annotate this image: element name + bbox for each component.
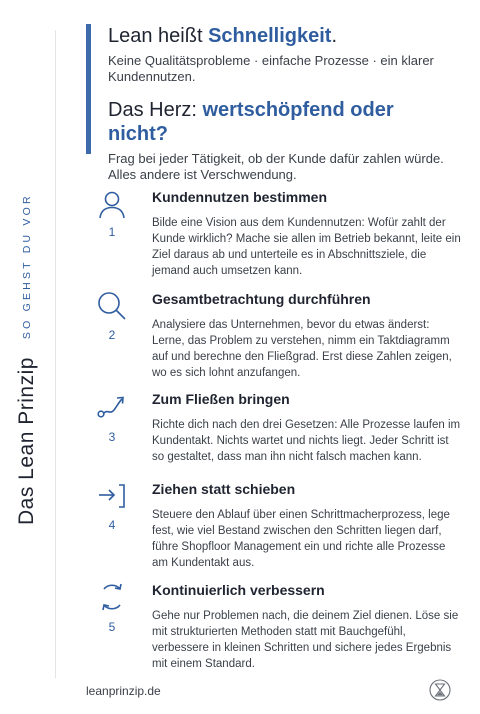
intro-block [108,24,458,183]
person-icon [96,188,128,220]
side-subtitle: SO GEHST DU VOR [21,193,33,340]
footer-url: leanprinzip.de [86,684,161,698]
step-2 [86,290,466,380]
headline-heart-prefix: Das Herz: [108,99,203,121]
step-body: Gehe nur Problemen nach, die deinem Ziel dienen. Löse sie mit strukturierten Methoden statt mit Bauchgefühl, verbessere in kleinen Schritten und sichere jedes Ergebnis mit einem Standard. [152,610,459,670]
step-number: 4 [108,518,116,532]
step-4 [86,480,466,570]
step-number: 3 [108,430,116,444]
step-title: Gesamtbetrachtung durchführen [152,291,371,307]
step-body: Analysiere das Unternehmen, bevor du etwas änderst: Lerne, das Problem zu verstehen, nimm ein Taktdiagramm auf und berechne den Fließgrad. Erst diese Zahlen zeigen, wo es sich lohnt anzufangen. [152,319,452,379]
headline-speed [108,24,458,48]
headline-speed-suffix: . [331,25,338,47]
accent-bar [86,24,91,154]
step-5 [86,581,466,671]
vertical-divider [55,30,56,678]
pull-icon [96,480,128,512]
step-title: Kontinuierlich verbessern [152,582,325,598]
step-title: Zum Fließen bringen [152,391,290,407]
headline-heart-accent: wertschöpfend oder nicht? [108,99,394,145]
headline-speed-accent: Schnelligkeit [208,25,332,47]
step-number: 2 [108,328,116,342]
step-number: 5 [108,620,116,634]
flow-icon [96,390,128,422]
headline-heart-subtext: Frag bei jeder Tätigkeit, ob der Kunde dafür zahlen würde. Alles andere ist Verschwendung. [108,151,444,182]
step-body: Bilde eine Vision aus dem Kundennutzen: Wofür zahlt der Kunde wirklich? Mache sie allen im Betrieb bekannt, leite ein Ziel daraus ab und unterteile es in Abschnittsziele, die jemand auch umsetzen kann. [152,217,461,277]
cycle-icon [96,581,128,613]
magnifier-icon [96,290,128,322]
headline-heart [108,98,458,146]
headline-speed-prefix: Lean heißt [108,25,209,47]
step-number: 1 [108,225,116,239]
step-title: Ziehen statt schieben [152,481,296,497]
side-title-block [6,190,48,525]
step-3 [86,390,466,470]
hourglass-logo-icon [429,679,451,701]
step-1 [86,188,466,278]
side-title: Das Lean Prinzip [15,357,38,525]
step-body: Richte dich nach den drei Gesetzen: Alle Prozesse laufen im Kundentakt. Nichts wartet und nichts liegt. Jeder Schritt ist so gestaltet, dass man ihn nicht falsch machen kann. [152,419,461,463]
step-title: Kundennutzen bestimmen [152,189,328,205]
headline-speed-subtext: Keine Qualitätsprobleme · einfache Prozesse · ein klarer Kundennutzen. [108,53,434,84]
step-body: Steuere den Ablauf über einen Schrittmacherprozess, lege fest, wie viel Bestand zwischen den Schritten liegen darf, führe Shopfloor Management ein und richte alle Prozesse am Kundentakt aus. [152,509,450,569]
